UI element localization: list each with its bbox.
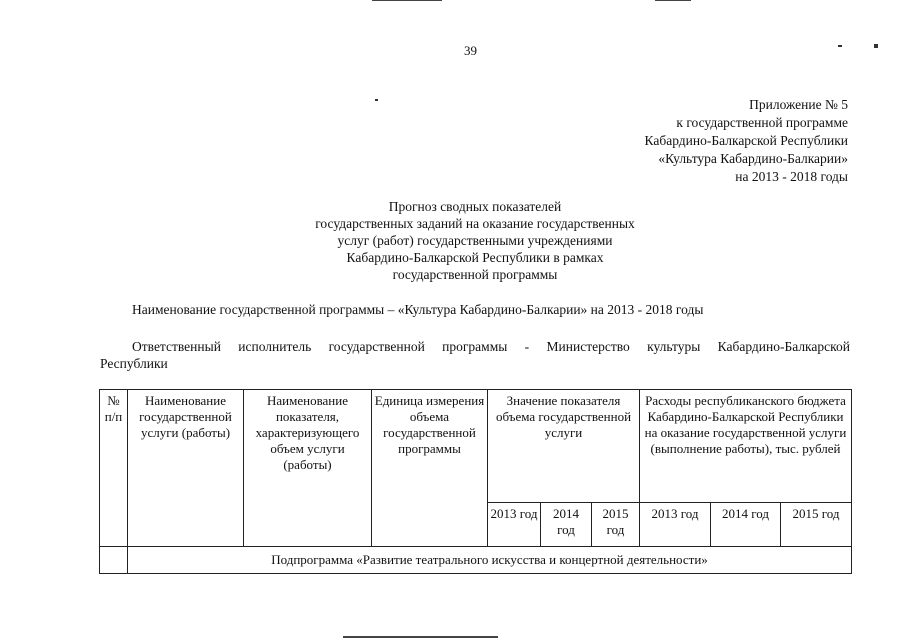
header-expense: Расходы республиканского бюджета Кабардино-Балкарской Республики на оказание государственной услуги (выполнение работы), тыс. рублей bbox=[640, 390, 852, 503]
scan-artifact-dot bbox=[874, 44, 878, 48]
header-service: Наименование государственной услуги (работы) bbox=[128, 390, 244, 547]
page-number: 39 bbox=[464, 43, 477, 58]
program-name-line: Наименование государственной программы – «Культура Кабардино-Балкарии» на 2013 - 2018 годы bbox=[132, 302, 704, 317]
header-value: Значение показателя объема государственной услуги bbox=[488, 390, 640, 503]
responsible-line-1: Ответственный исполнитель государственной программы - Министерство культуры Кабардино-Балкарской bbox=[132, 339, 850, 354]
expense-year: 2015 год bbox=[781, 503, 852, 547]
subprogram-row bbox=[100, 547, 852, 574]
appendix-line: на 2013 - 2018 годы bbox=[735, 169, 848, 184]
appendix-line: «Культура Кабардино-Балкарии» bbox=[658, 151, 848, 166]
header-num: № п/п bbox=[100, 390, 128, 547]
scan-artifact-line bbox=[655, 0, 691, 1]
scan-artifact-line bbox=[343, 636, 498, 638]
title-line: государственных заданий на оказание государственных bbox=[315, 216, 635, 231]
value-year: 2014 год bbox=[541, 503, 592, 547]
appendix-line: Приложение № 5 bbox=[749, 97, 848, 112]
value-year: 2015 год bbox=[592, 503, 640, 547]
header-unit: Единица измерения объема государственной программы bbox=[372, 390, 488, 547]
scan-artifact-dot bbox=[838, 45, 842, 47]
document-title bbox=[0, 198, 905, 283]
appendix-block bbox=[645, 96, 848, 186]
table-header-row bbox=[100, 390, 852, 503]
appendix-line: Кабардино-Балкарской Республики bbox=[644, 133, 848, 148]
expense-year: 2014 год bbox=[711, 503, 781, 547]
appendix-line: к государственной программе bbox=[676, 115, 848, 130]
subprogram-title: Подпрограмма «Развитие театрального искусства и концертной деятельности» bbox=[128, 547, 852, 574]
responsible-line-2: Республики bbox=[100, 356, 168, 371]
title-line: государственной программы bbox=[392, 267, 558, 282]
responsible-executor bbox=[100, 338, 850, 372]
scan-artifact-line bbox=[372, 0, 442, 1]
header-indicator: Наименование показателя, характеризующего объем услуги (работы) bbox=[244, 390, 372, 547]
expense-year: 2013 год bbox=[640, 503, 711, 547]
subprogram-num bbox=[100, 547, 128, 574]
title-line: Кабардино-Балкарской Республики в рамках bbox=[346, 250, 604, 265]
indicators-table bbox=[99, 389, 852, 574]
scan-artifact-dot bbox=[375, 99, 378, 101]
title-line: услуг (работ) государственными учреждениями bbox=[337, 233, 613, 248]
value-year: 2013 год bbox=[488, 503, 541, 547]
title-line: Прогноз сводных показателей bbox=[388, 199, 562, 214]
